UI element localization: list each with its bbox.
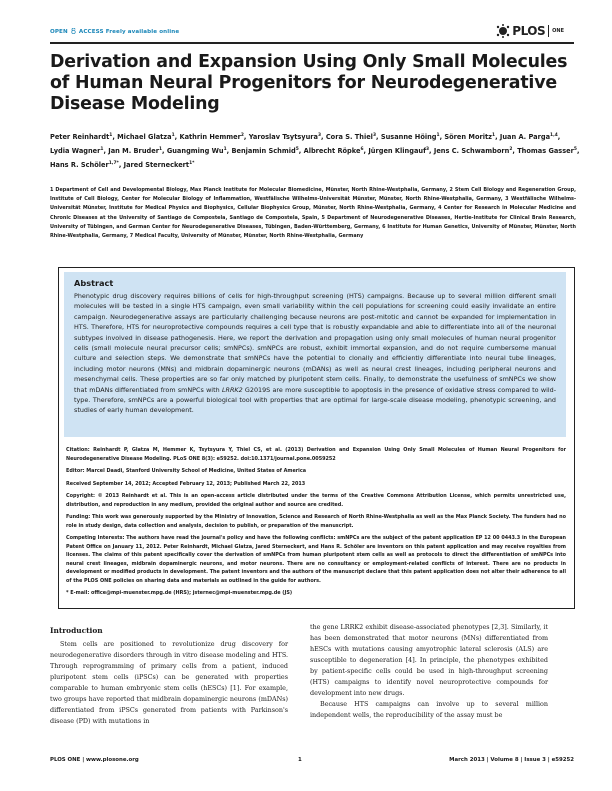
abstract-text-part1: Phenotypic drug discovery requires billions of cells for high-throughput screening (HTS) campaigns. Because up to several million different small molecules will be tested in a single HTS campaign, even small variability within the cell populations for screening could easily invalidate an entire campaign. Neurodegenerative assays are particularly challenging because neurons are post-mitotic and cannot be expanded for implementation in HTS. Therefore, HTS for neuroprotective compounds requires a cell type that is robustly expandable and able to differentiate into all of the neuronal subtypes involved in disease pathogenesis. Here, we report the derivation and propagation using only small molecules of human neural progenitor cells (small molecule neural precursor cells; smNPCs). smNPCs are robust, exhibit immortal expansion, and do not require cumbersome manual culture and selection steps. We demonstrate that smNPCs have the potential to clonally and efficiently differentiate into neural tube lineages, including motor neurons (MNs) and midbrain dopaminergic neurons (mDANs) as well as neural crest lineages, including peripheral neurons and mesenchymal cells. These properties are so far only matched by pluripotent stem cells. Finally, to demonstrate the usefulness of smNPCs we show that mDANs differentiated from smNPCs with [74,292,556,394]
page-number: 1 [298,757,302,763]
open-label: OPEN [50,29,68,35]
funding [66,513,566,530]
copyright [66,492,566,509]
author-affiliation-marker: 1 [492,133,496,138]
author-affiliation-marker: 1* [189,160,195,166]
introduction-heading: Introduction [50,626,103,635]
author-affiliation-marker: 3 [425,146,430,152]
author-affiliation-marker: 1 [100,146,104,152]
author-name: Guangming Wu$^1$ [166,146,227,155]
plos-logo-icon [496,24,510,38]
author-name: Juan A. Parga$^{1,4}$ [499,133,558,142]
competing-interests [66,534,566,585]
freely-available-label: Freely available online [105,29,180,35]
author-affiliation-marker: 5 [573,146,577,152]
access-label: ACCESS [78,29,104,35]
author-affiliation-marker: 1 [158,146,163,152]
abstract-text [74,291,556,416]
open-lock-icon [71,28,76,34]
author-name: Yaroslav Tsytsyura$^3$ [248,133,322,142]
received-date: September 14, 2012; [92,480,151,487]
author-affiliation-marker: 1 [436,133,440,138]
page-footer [50,757,574,767]
author-name: Michael Glatza$^1$ [117,133,175,142]
journal-brand: PLOS [512,24,546,38]
author-name: Lydia Wagner$^1$ [50,146,104,155]
author-list: Peter Reinhardt$^1$, Michael Glatza$^1$, Kathrin Hemmer$^2$, Yaroslav Tsytsyura$^3$, Cora S. Thiel$^3$, Susanne Höing$^1$, Sören Moritz$^1$, Juan A. Parga$^{1,4}$, Lydia Wagner$^1$, Jan M. Bruder$^1$, Guangming Wu$^1$, Benjamin Schmid$^5$, Albrecht Röpke$^6$, Jürgen Klingauf$^3$, Jens C. Schwamborn$^2$, Thomas Gasser$^5$, Hans R. Schöler$^{1,7*}$, Jared Sterneckert$^{1*}$ [50,133,580,169]
author-name: Peter Reinhardt$^1$ [50,133,113,142]
author-affiliation-marker: 1 [171,133,175,138]
author-name: Cora S. Thiel$^3$ [325,133,377,142]
email[interactable]: * E-mail: office@mpi-muenster.mpg.de (HRS); jsternec@mpi-muenster.mpg.de (JS) [66,590,293,596]
author-name: Albrecht Röpke$^6$ [303,146,364,155]
author-name: Jens C. Schwamborn$^2$ [433,146,513,155]
right-column [310,622,548,721]
author-affiliation-marker: 1 [109,133,113,138]
author-name: Sören Moritz$^1$ [444,133,496,142]
article-metadata [66,446,566,602]
footer-journal: PLOS ONE | www.plosone.org [50,757,139,763]
author-name: Susanne Höing$^1$ [380,133,440,142]
published-label: Published [233,480,261,487]
author-affiliation-marker: 1,4 [550,133,558,138]
header-rule [50,42,574,44]
author-name: Benjamin Schmid$^5$ [231,146,299,155]
affiliations: 1 Department of Cell and Developmental Biology, Max Planck Institute for Molecular Biomedicine, Münster, North Rhine-Westphalia, Germany, 2 Stem Cell Biology and Regeneration Group, Institute of Cell Biology, Center for Molecular Biology of Inflammation, Westfälische Wilhelms-Universität Münster, Münster, North Rhine-Westphalia, Germany, 3 Westfälische Wilhelms-Universität Münster, Institute for Medical Physics and Biophysics, Cellular Biophysics Group, Münster, North Rhine-Westphalia, Germany, 4 Center for Research in Molecular Medicine and Chronic Diseases at the University of Santiago de Compostela, Santiago de Compostela, Spain, 5 Department of Neurodegenerative Diseases, Hertie-Institute for Clinical Brain Research, University of Tübingen, and German Center for Neurodegenerative Diseases, Tübingen, Baden-Württemberg, Germany, 6 Institute for Human Genetics, University of Münster, Münster, North Rhine-Westphalia, Germany, 7 Medical Faculty, University of Münster, Münster, North Rhine-Westphalia, Germany [50,187,576,240]
abstract-panel [64,272,566,437]
citation [66,446,566,463]
footer-issue: March 2013 | Volume 8 | Issue 3 | e59252 [449,757,574,763]
intro-paragraph-3: Because HTS campaigns can involve up to several million independent wells, the reproducibility of the assay must be [310,700,548,719]
journal-sub: ONE [552,28,564,34]
author-name: Kathrin Hemmer$^2$ [179,133,244,142]
open-access-label [50,28,179,35]
author-affiliation-marker: 2 [240,133,244,138]
editor-text: Marcel Daadi, Stanford University School of Medicine, United States of America [86,468,307,474]
received-label: Received [66,480,91,487]
citation-text: Reinhardt P, Glatza M, Hemmer K, Tsytsyura Y, Thiel CS, et al. (2013) Derivation and Expansion Using Only Small Molecules of Human Neural Progenitors for Neurodegenerative Disease Modeling. PLoS ONE 8(3): e59252. doi:10.1371/journal.pone.0059252 [66,447,567,462]
author-affiliation-marker: 6 [360,146,364,152]
copyright-text: © 2013 Reinhardt et al. This is an open-access article distributed under the terms of the Creative Commons Attribution License, which permits unrestricted use, distribution, and reproduction in any medium, provided the original author and source are credited. [66,493,566,508]
author-affiliation-marker: 1,7* [108,160,119,166]
author-name: Hans R. Schöler$^{1,7*}$ [50,160,119,169]
author-name: Jürgen Klingauf$^3$ [368,146,430,155]
paper-title: Derivation and Expansion Using Only Small Molecules of Human Neural Progenitors for Neurodegenerative Disease Modeling [50,52,568,114]
author-name: Jan M. Bruder$^1$ [108,146,163,155]
abstract-heading: Abstract [74,278,114,288]
author-name: Jared Sterneckert$^{1*}$ [123,160,195,169]
author-affiliation-marker: 1 [223,146,227,152]
left-column [50,639,288,727]
competing-text: The authors have read the journal's policy and have the following conflicts: smNPCs are the subject of the patent application EP 12 00 0443.3 in the European Patent Office on January 11, 2012. Peter Reinhardt, Michael Glatza, Jared Sterneckert, and Hans R. Schöler are inventors on this patent application and may receive royalties from licenses. The claims of this patent specifically cover the derivation of smNPCs from human pluripotent stem cells as well as protocols to direct the differentiation of smNPCs into neural crest lineages, midbrain dopaminergic neurons, and motor neurons. There are no consultancy or employment-related conflicts of interest. There are no products in development or modified products in development. The patent inventors and the authors of the manuscript declare that this patent application does not alter their adherence to all of the PLOS ONE policies on sharing data and materials as outlined in the guide for authors. [66,535,566,584]
author-affiliation-marker: 2 [509,146,513,152]
logo-divider [548,25,549,37]
author-affiliation-marker: 5 [295,146,299,152]
open-access-banner [50,28,474,42]
editor-label: Editor: [66,468,85,474]
funding-text: This work was generously supported by the Ministry of Innovation, Science and Research of North Rhine-Westphalia as well as the Max Planck Society. The funders had no role in study design, data collection and analysis, decision to publish, or preparation of the manuscript. [66,514,567,529]
published-date: March 22, 2013 [262,480,306,487]
author-name: Thomas Gasser$^5$ [517,146,577,155]
abstract-text-part2: G2019S are more susceptible to apoptosis in the presence of oxidative stress compared to wild-type. Therefore, smNPCs are a powerful biological tool with properties that are optimal for large-scale disease modeling, phenotypic screening, and studies of early human development. [74,385,557,415]
author-affiliation-marker: 3 [317,133,322,138]
gene-name: LRRK2 [221,385,243,394]
accepted-label: Accepted [152,480,178,487]
citation-label: Citation: [66,447,90,453]
funding-label: Funding: [66,514,91,520]
editor [66,467,566,476]
author-affiliation-marker: 3 [372,133,377,138]
accepted-date: February 12, 2013; [179,480,233,487]
journal-logo [496,24,564,38]
competing-label: Competing Interests: [66,535,125,541]
intro-paragraph-2: the gene LRRK2 exhibit disease-associated phenotypes [2,3]. Similarly, it has been demonstrated that motor neurons (MNs) differentiated from hESCs with mutations causing amyotrophic lateral sclerosis (ALS) are susceptible to degeneration [4]. In principle, the phenotypes exhibited by patient-specific cells could be used in high-throughput screening (HTS) campaigns to identify novel neuroprotective compounds for development into new drugs. [310,623,548,697]
copyright-label: Copyright: [66,493,96,499]
dates [66,480,566,489]
intro-paragraph-1: Stem cells are positioned to revolutionize drug discovery for neurodegenerative disorders through in vitro disease modeling and HTS. Through reprogramming of primary cells from a patient, induced pluripotent stem cells (iPSCs) can be generated with properties comparable to human embryonic stem cells (hESCs) [1]. For example, two groups have reported that midbrain dopaminergic neurons (mDANs) differentiated from iPSCs generated from patients with Parkinson's disease (PD) with mutations in [50,640,288,725]
